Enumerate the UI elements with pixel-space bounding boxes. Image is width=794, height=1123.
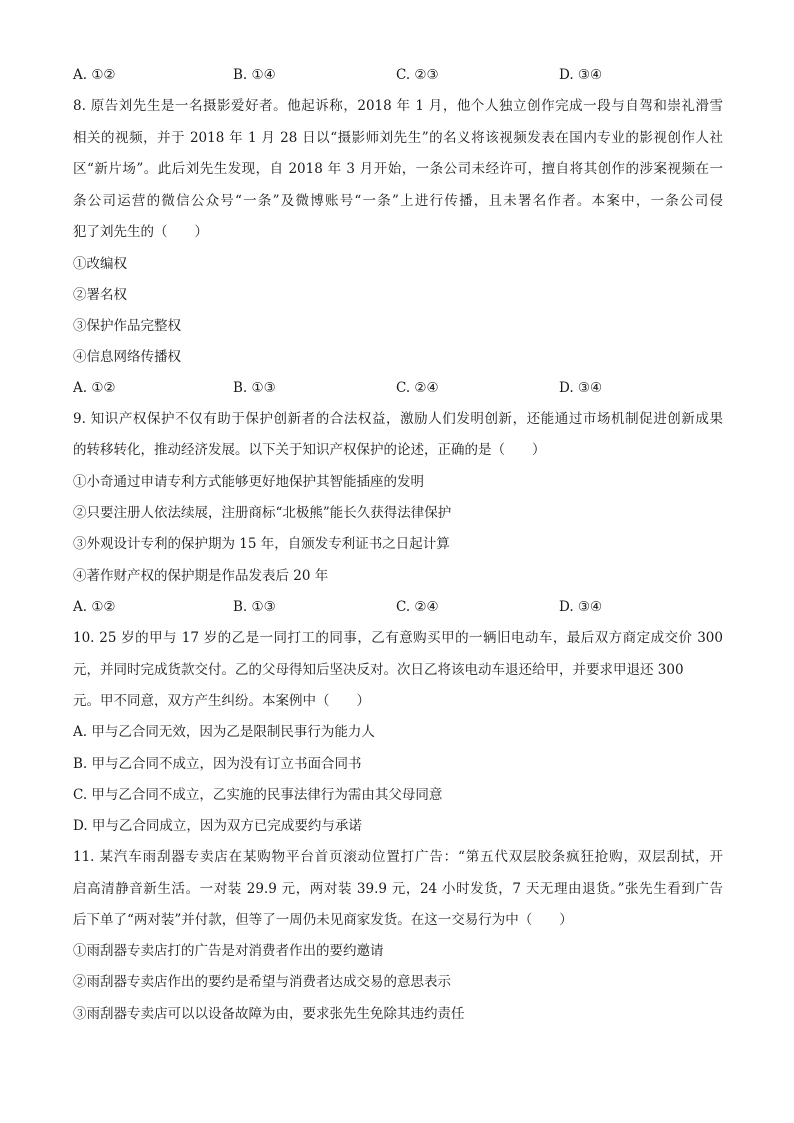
q11-item: ①雨刮器专卖店打的广告是对消费者作出的要约邀请 [73, 943, 384, 959]
q8-item: ②署名权 [73, 287, 127, 303]
q10-option-a[interactable]: A. 甲与乙合同无效，因为乙是限制民事行为能力人 [73, 724, 375, 740]
q11-stem-line: 11. 某汽车雨刮器专卖店在某购物平台首页滚动位置打广告：“第五代双层胶条疯狂抢购，双层刮拭，开 [73, 849, 723, 865]
q8-stem-line: 犯了刘先生的（ ） [73, 224, 208, 240]
q8-option-c[interactable]: C. ②④ [396, 380, 439, 396]
q9-stem-line: 的转移转化，推动经济发展。以下关于知识产权保护的论述，正确的是（ ） [73, 442, 546, 458]
q7-option-c[interactable]: C. ②③ [396, 67, 439, 83]
q8-stem-line: 相关的视频，并于 2018 年 1 月 28 日以“摄影师刘先生”的名义将该视频发表在国内专业的影视创作人社 [73, 130, 723, 146]
q9-option-c[interactable]: C. ②④ [396, 599, 439, 615]
q8-item: ①改编权 [73, 256, 127, 272]
q9-stem-line: 9. 知识产权保护不仅有助于保护创新者的合法权益，激励人们发明创新，还能通过市场机制促进创新成果 [73, 411, 723, 427]
q8-item: ④信息网络传播权 [73, 349, 181, 365]
q9-item: ②只要注册人依法续展，注册商标“北极熊”能长久获得法律保护 [73, 505, 452, 521]
q9-option-b[interactable]: B. ①③ [233, 599, 276, 615]
q7-options [73, 65, 723, 85]
q10-option-d[interactable]: D. 甲与乙合同成立，因为双方已完成要约与承诺 [73, 818, 362, 834]
q9-option-d[interactable]: D. ③④ [559, 599, 603, 615]
q11-stem-line: 启高清静音新生活。一对装 29.9 元，两对装 39.9 元，24 小时发货，7 天无理由退货。”张先生看到广告 [73, 881, 723, 897]
q9-item: ③外观设计专利的保护期为 15 年，自颁发专利证书之日起计算 [73, 536, 450, 552]
q7-option-b[interactable]: B. ①④ [233, 67, 276, 83]
q8-option-a[interactable]: A. ①② [73, 380, 116, 396]
q8-options [73, 378, 723, 398]
q9-item: ④著作财产权的保护期是作品发表后 20 年 [73, 568, 329, 584]
q8-stem-line: 条公司运营的微信公众号“一条”及微博账号“一条”上进行传播，且未署名作者。本案中，一条公司侵 [73, 193, 723, 209]
q9-item: ①小奇通过申请专利方式能够更好地保护其智能插座的发明 [73, 474, 424, 490]
q8-stem-line: 8. 原告刘先生是一名摄影爱好者。他起诉称，2018 年 1 月，他个人独立创作完成一段与自驾和崇礼滑雪 [73, 98, 723, 114]
q11-item: ③雨刮器专卖店可以以设备故障为由，要求张先生免除其违约责任 [73, 1006, 465, 1022]
q7-option-a[interactable]: A. ①② [73, 67, 116, 83]
q10-stem-line: 10. 25 岁的甲与 17 岁的乙是一同打工的同事，乙有意购买甲的一辆旧电动车，最后双方商定成交价 300 [73, 630, 723, 646]
q9-options [73, 597, 723, 617]
q8-item: ③保护作品完整权 [73, 318, 181, 334]
q10-stem-line: 元。甲不同意，双方产生纠纷。本案例中（ ） [73, 693, 370, 709]
q10-option-c[interactable]: C. 甲与乙合同不成立，乙实施的民事法律行为需由其父母同意 [73, 787, 443, 803]
q11-item: ②雨刮器专卖店作出的要约是希望与消费者达成交易的意思表示 [73, 974, 451, 990]
q10-option-b[interactable]: B. 甲与乙合同不成立，因为没有订立书面合同书 [73, 756, 362, 772]
q7-option-d[interactable]: D. ③④ [559, 67, 603, 83]
q8-option-d[interactable]: D. ③④ [559, 380, 603, 396]
q9-option-a[interactable]: A. ①② [73, 599, 116, 615]
q8-stem-line: 区“新片场”。此后刘先生发现，自 2018 年 3 月开始，一条公司未经许可，擅自将其创作的涉案视频在一 [73, 161, 723, 177]
q11-stem-line: 后下单了“两对装”并付款，但等了一周仍未见商家发货。在这一交易行为中（ ） [73, 912, 573, 928]
q8-option-b[interactable]: B. ①③ [233, 380, 276, 396]
q10-stem-line: 元，并同时完成货款交付。乙的父母得知后坚决反对。次日乙将该电动车退还给甲，并要求甲退还 300 [73, 662, 684, 678]
